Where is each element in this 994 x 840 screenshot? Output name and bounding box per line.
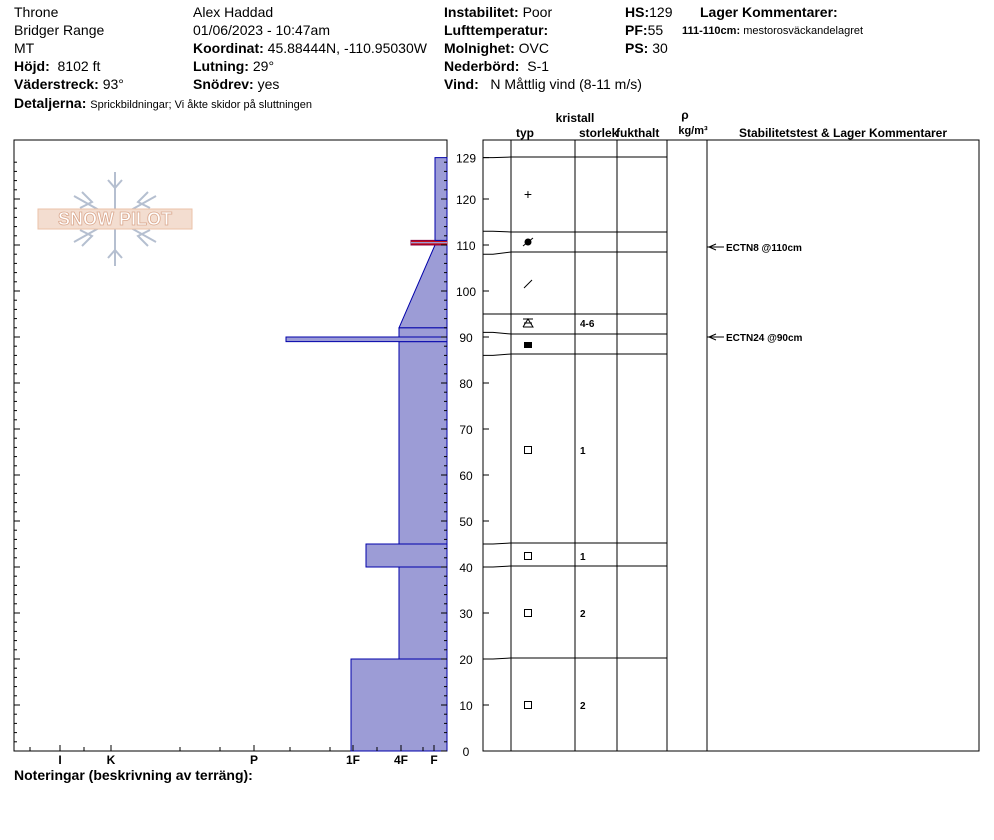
datetime: 01/06/2023 - 10:47am bbox=[193, 22, 330, 38]
faceted-grain-icon bbox=[525, 610, 532, 617]
hardness-label: P bbox=[249, 753, 259, 767]
rho-header: ρ bbox=[681, 108, 689, 122]
y-tick-label: 120 bbox=[455, 193, 477, 207]
coord-value: 45.88444N, -110.95030W bbox=[267, 40, 427, 56]
grain-size-label: 2 bbox=[580, 701, 586, 712]
observer: Alex Haddad bbox=[193, 4, 274, 20]
sky-label: Molnighet: bbox=[444, 40, 515, 56]
hardness-bar bbox=[399, 342, 447, 544]
slope-value: 29° bbox=[252, 58, 275, 74]
layer-comment-range: 111-110cm: bbox=[682, 25, 741, 37]
coord-label: Koordinat: bbox=[193, 40, 264, 56]
hardness-label: 1F bbox=[345, 753, 361, 767]
precip-label: Nederbörd: bbox=[444, 58, 520, 74]
layer-comments-label: Lager Kommentarer: bbox=[700, 4, 838, 20]
stability-test-label: ECTN8 @110cm bbox=[726, 243, 802, 254]
decomposing-grain-icon bbox=[524, 280, 532, 288]
airtemp-label: Lufttemperatur: bbox=[444, 22, 549, 38]
moisture-header: fukthalt bbox=[616, 126, 660, 140]
faceted-grain-icon bbox=[525, 702, 532, 709]
instability-label: Instabilitet: bbox=[444, 4, 519, 20]
y-tick-label: 30 bbox=[459, 607, 473, 621]
y-tick-label: 60 bbox=[459, 469, 473, 483]
aspect-label: Väderstreck: bbox=[14, 76, 99, 92]
hardness-bar bbox=[399, 328, 447, 337]
y-tick-label: 10 bbox=[459, 699, 473, 713]
y-tick-label: 90 bbox=[459, 331, 473, 345]
sky-value: OVC bbox=[518, 40, 549, 56]
pf-value: 55 bbox=[647, 22, 664, 38]
wind-label: Vind: bbox=[444, 76, 479, 92]
slope-label: Lutning: bbox=[193, 58, 249, 74]
wind-value: N Måttlig vind (8-11 m/s) bbox=[490, 76, 642, 92]
grain-size-label: 4-6 bbox=[580, 319, 595, 330]
precip-value: S-1 bbox=[527, 58, 550, 74]
y-tick-label: 20 bbox=[459, 653, 473, 667]
hardness-label: K bbox=[106, 753, 116, 767]
hardness-profile bbox=[286, 158, 447, 751]
hardness-label: 4F bbox=[393, 753, 409, 767]
drift-value: yes bbox=[257, 76, 280, 92]
y-tick-label: 129 bbox=[455, 151, 477, 166]
elevation-label: Höjd: bbox=[14, 58, 50, 74]
grain-size-label: 1 bbox=[580, 446, 586, 457]
hardness-bar bbox=[366, 544, 447, 567]
stability-header: Stabilitetstest & Lager Kommentarer bbox=[738, 126, 948, 140]
faceted-grain-icon bbox=[525, 447, 532, 454]
instability-value: Poor bbox=[522, 4, 553, 20]
snowpilot-logo bbox=[38, 172, 192, 266]
y-tick-label: 70 bbox=[459, 423, 473, 437]
type-header: typ bbox=[516, 126, 534, 140]
hardness-bar-highlight bbox=[411, 242, 447, 244]
hardness-bar bbox=[286, 337, 447, 342]
crystal-header: kristall bbox=[555, 111, 595, 125]
stability-tests bbox=[707, 243, 803, 344]
rounded-grain-icon bbox=[524, 342, 532, 348]
size-header: storlek bbox=[579, 126, 619, 140]
pf-label: PF: bbox=[625, 22, 648, 38]
details-value: Sprickbildningar; Vi åkte skidor på sluttningen bbox=[90, 99, 313, 111]
layer-comment-text: mestorosväckandelagret bbox=[743, 25, 864, 37]
grain-types bbox=[523, 186, 595, 712]
hardness-label: I bbox=[58, 753, 62, 767]
elevation-value: 8102 ft bbox=[57, 58, 101, 74]
hardness-axis bbox=[30, 745, 438, 767]
faceted-grain-icon bbox=[525, 553, 532, 560]
logo-text: SNOW PILOT bbox=[58, 209, 172, 229]
y-tick-label: 110 bbox=[456, 239, 476, 253]
y-tick-label: 100 bbox=[455, 285, 477, 299]
grain-size-label: 2 bbox=[580, 609, 586, 620]
stability-test-label: ECTN24 @90cm bbox=[726, 333, 803, 344]
ps-value: 30 bbox=[652, 40, 668, 56]
state: MT bbox=[14, 40, 35, 56]
hs-label: HS: bbox=[625, 4, 650, 20]
range: Bridger Range bbox=[14, 22, 105, 38]
hardness-bar bbox=[351, 659, 447, 751]
aspect-value: 93° bbox=[102, 76, 124, 92]
y-tick-label: 0 bbox=[462, 745, 470, 759]
hardness-label: F bbox=[430, 753, 438, 767]
density-header: kg/m³ bbox=[678, 125, 708, 137]
precip-particle-icon: + bbox=[523, 186, 533, 202]
hardness-bar bbox=[399, 567, 447, 659]
hardness-bar bbox=[399, 245, 447, 328]
y-tick-label: 50 bbox=[459, 515, 473, 529]
notes-label: Noteringar (beskrivning av terräng): bbox=[14, 767, 253, 783]
ps-label: PS: bbox=[625, 40, 649, 56]
grain-size-label: 1 bbox=[580, 552, 586, 563]
details-label: Detaljerna: bbox=[14, 95, 87, 111]
y-tick-label: 40 bbox=[459, 561, 473, 575]
y-tick-label: 80 bbox=[459, 377, 473, 391]
drift-label: Snödrev: bbox=[193, 76, 254, 92]
hs-value: 129 bbox=[649, 4, 673, 20]
location: Throne bbox=[14, 4, 59, 20]
